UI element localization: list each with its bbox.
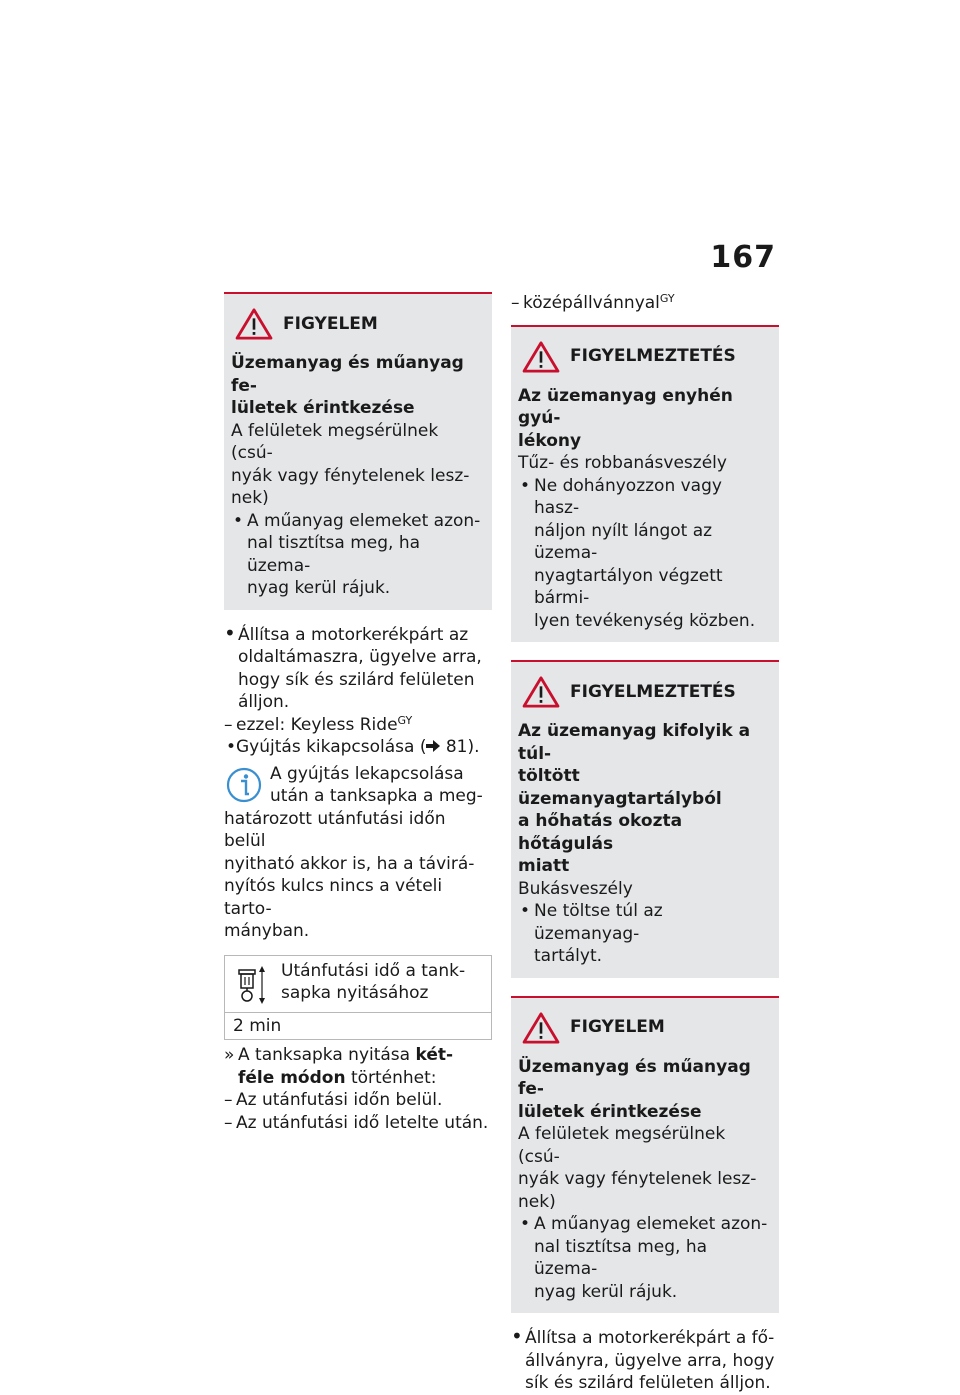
warning-bullet: • Ne dohányozzon vagy hasz- náljon nyílt lángot az üzema- nyagtartályon végzett bármi- lyen tevékenység közben. xyxy=(518,475,772,633)
notice-subtitle: Üzemanyag és műanyag fe- lületek érintkezése xyxy=(518,1056,751,1122)
fuel-cap-icon xyxy=(237,964,267,1006)
notice-subtitle: Üzemanyag és műanyag fe- lületek érintkezése xyxy=(231,353,464,418)
notice-description: A felületek megsérülnek (csú- nyák vagy fénytelenek lesz- nek) xyxy=(231,420,470,508)
warning-description: Tűz- és robbanásveszély xyxy=(518,453,727,473)
step-main-stand: • Állítsa a motorkerékpárt a fő- állványra, ügyelve arra, hogy sík és szilárd felületen álljon. xyxy=(511,1324,775,1393)
warning-box-overflow xyxy=(511,660,779,978)
step-kickstand: • Állítsa a motorkerékpárt az oldaltámaszra, ügyelve arra, hogy sík és szilárd felületen álljon. xyxy=(224,620,482,712)
page-reference-link[interactable]: 81). xyxy=(445,737,480,757)
left-column xyxy=(224,292,492,1134)
info-note: A gyújtás lekapcsolása után a tanksapka a meg- határozott utánfutási időn belül nyitható akkor is, ha a távirá- nyítós kulcs nincs a vételi tarto- mányban. xyxy=(224,763,483,941)
dash-after-time: – Az utánfutási idő letelte után. xyxy=(224,1112,492,1135)
table-value: 2 min xyxy=(233,1015,282,1036)
dash-keyless-ride: – ezzel: Keyless Ride$^{GY}$ xyxy=(224,714,492,737)
page-number: 167 xyxy=(710,240,776,275)
warning-triangle-icon xyxy=(522,341,560,373)
warning-title: FIGYELMEZTETÉS xyxy=(570,346,736,367)
warning-triangle-icon xyxy=(235,308,273,340)
warning-bullet: • Ne töltse túl az üzemanyag- tartályt. xyxy=(518,900,772,968)
warning-subtitle: Az üzemanyag kifolyik a túl- töltött üzemanyagtartályból a hőhatás okozta hőtágulás miatt xyxy=(518,721,751,876)
warning-subtitle: Az üzemanyag enyhén gyú- lékony xyxy=(518,385,733,451)
info-icon xyxy=(226,767,262,803)
warning-triangle-icon xyxy=(522,1012,560,1044)
dash-within-time: – Az utánfutási időn belül. xyxy=(224,1089,492,1112)
notice-bullet: • A műanyag elemeket azon- nal tisztítsa meg, ha üzema- nyag kerül rájuk. xyxy=(231,510,485,600)
dash-center-stand: – középállvánnyal$^{GY}$ xyxy=(511,292,779,315)
action-open-cap: » A tanksapka nyitása két- féle módon történhet: xyxy=(224,1044,492,1089)
notice-description: A felületek megsérülnek (csú- nyák vagy fénytelenek lesz- nek) xyxy=(518,1124,757,1212)
table-label: Utánfutási idő a tank- sapka nyitásához xyxy=(281,960,466,1003)
afterrun-table xyxy=(224,955,492,1041)
notice-box xyxy=(511,996,779,1314)
notice-bullet: • A műanyag elemeket azon- nal tisztítsa meg, ha üzema- nyag kerül rájuk. xyxy=(518,1213,772,1303)
warning-description: Bukásveszély xyxy=(518,878,633,899)
right-column xyxy=(511,292,779,1395)
reference-arrow-icon xyxy=(426,740,440,752)
warning-title: FIGYELMEZTETÉS xyxy=(570,681,736,702)
notice-box xyxy=(224,292,492,610)
warning-box-flammable xyxy=(511,325,779,643)
step-ignition-off: • Gyújtás kikapcsolása ( 81). xyxy=(224,736,492,759)
notice-title: FIGYELEM xyxy=(570,1017,665,1038)
notice-title: FIGYELEM xyxy=(283,313,378,334)
warning-triangle-icon xyxy=(522,676,560,708)
